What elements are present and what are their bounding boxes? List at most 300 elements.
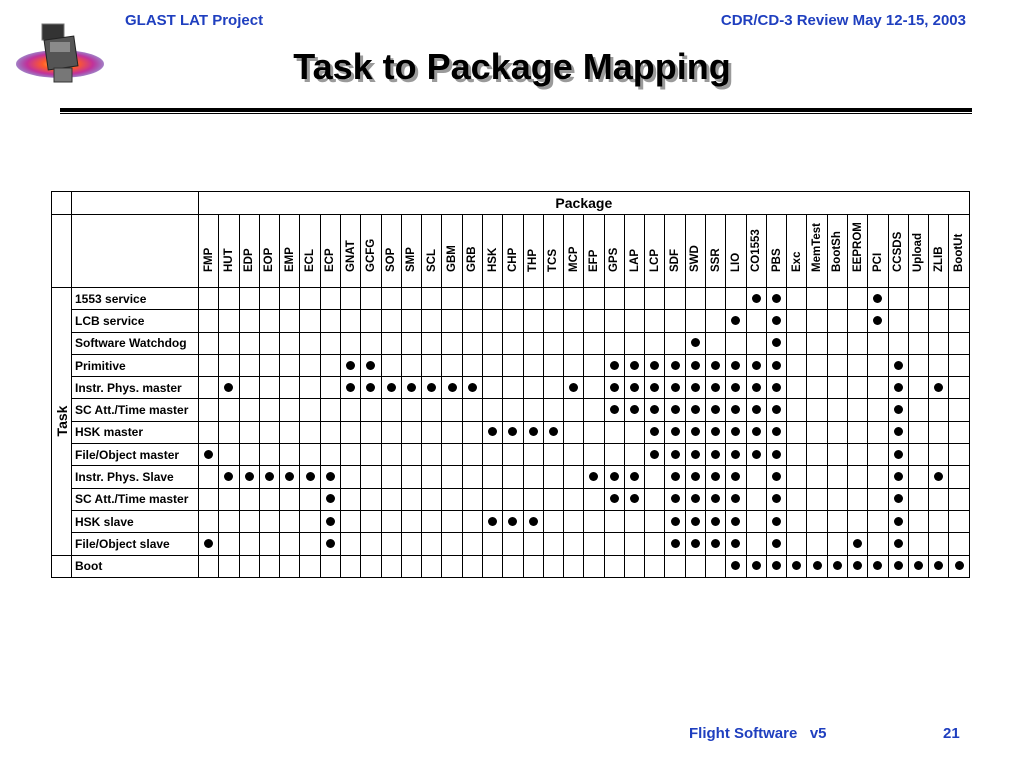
mapping-dot-icon [691, 450, 700, 459]
mapping-cell [584, 377, 604, 399]
task-name: 1553 service [72, 288, 199, 310]
mapping-cell [624, 466, 644, 488]
mapping-cell [868, 421, 888, 443]
mapping-cell [787, 399, 807, 421]
mapping-cell [827, 421, 847, 443]
mapping-cell [239, 533, 259, 555]
mapping-cell [482, 310, 502, 332]
mapping-cell [442, 488, 462, 510]
mapping-cell [584, 488, 604, 510]
mapping-dot-icon [650, 383, 659, 392]
mapping-dot-icon [224, 472, 233, 481]
mapping-cell [543, 510, 563, 532]
package-header: Package [199, 192, 970, 215]
mapping-cell [868, 377, 888, 399]
mapping-cell [300, 555, 320, 577]
mapping-cell [706, 421, 726, 443]
mapping-dot-icon [955, 561, 964, 570]
empty-cell [52, 555, 72, 577]
mapping-cell [259, 466, 279, 488]
package-name-cell [543, 215, 563, 288]
mapping-cell [807, 533, 827, 555]
task-name: File/Object master [72, 444, 199, 466]
mapping-cell [604, 466, 624, 488]
mapping-cell [401, 533, 421, 555]
mapping-cell [340, 332, 360, 354]
mapping-cell [361, 399, 381, 421]
mapping-cell [381, 510, 401, 532]
mapping-dot-icon [752, 561, 761, 570]
mapping-cell [949, 421, 969, 443]
package-name-cell [482, 215, 502, 288]
mapping-cell [422, 354, 442, 376]
title-rule-thin [60, 113, 972, 114]
package-name: SSR [709, 248, 722, 272]
mapping-cell [300, 421, 320, 443]
mapping-cell [848, 510, 868, 532]
mapping-dot-icon [529, 427, 538, 436]
mapping-cell [584, 354, 604, 376]
mapping-cell [503, 399, 523, 421]
mapping-cell [868, 399, 888, 421]
mapping-cell [462, 310, 482, 332]
mapping-cell [361, 310, 381, 332]
mapping-dot-icon [691, 361, 700, 370]
mapping-cell [462, 377, 482, 399]
package-name: ECP [324, 248, 337, 272]
mapping-dot-icon [508, 517, 517, 526]
mapping-cell [340, 444, 360, 466]
package-name-cell [320, 215, 340, 288]
mapping-cell [462, 288, 482, 310]
mapping-cell [503, 377, 523, 399]
mapping-cell [908, 399, 928, 421]
table-row [52, 466, 970, 488]
mapping-cell [422, 488, 442, 510]
mapping-cell [361, 533, 381, 555]
mapping-cell [239, 555, 259, 577]
mapping-cell [827, 332, 847, 354]
mapping-cell [442, 288, 462, 310]
mapping-cell [827, 377, 847, 399]
mapping-cell [766, 332, 786, 354]
mapping-cell [259, 421, 279, 443]
package-name-cell [280, 215, 300, 288]
mapping-cell [280, 377, 300, 399]
mapping-cell [564, 533, 584, 555]
mapping-cell [645, 377, 665, 399]
mapping-cell [584, 466, 604, 488]
mapping-cell [624, 399, 644, 421]
mapping-cell [787, 555, 807, 577]
mapping-cell [726, 444, 746, 466]
mapping-cell [462, 533, 482, 555]
mapping-cell [239, 310, 259, 332]
mapping-cell [340, 377, 360, 399]
mapping-dot-icon [671, 383, 680, 392]
mapping-cell [726, 310, 746, 332]
mapping-cell [665, 444, 685, 466]
mapping-dot-icon [873, 561, 882, 570]
mapping-dot-icon [853, 539, 862, 548]
mapping-cell [199, 288, 219, 310]
package-name-cell [442, 215, 462, 288]
package-name-cell [300, 215, 320, 288]
mapping-cell [746, 488, 766, 510]
mapping-cell [401, 421, 421, 443]
package-name-cell [685, 215, 705, 288]
package-name: SOP [385, 247, 398, 272]
mapping-cell [706, 354, 726, 376]
mapping-cell [706, 510, 726, 532]
mapping-cell [503, 288, 523, 310]
mapping-cell [949, 488, 969, 510]
mapping-dot-icon [650, 450, 659, 459]
package-name-cell [726, 215, 746, 288]
mapping-cell [462, 421, 482, 443]
mapping-cell [624, 488, 644, 510]
mapping-cell [503, 466, 523, 488]
mapping-cell [706, 488, 726, 510]
package-name-cell [706, 215, 726, 288]
mapping-cell [523, 555, 543, 577]
mapping-cell [199, 332, 219, 354]
mapping-dot-icon [934, 561, 943, 570]
mapping-cell [929, 488, 949, 510]
mapping-dot-icon [873, 294, 882, 303]
mapping-cell [888, 444, 908, 466]
mapping-dot-icon [650, 361, 659, 370]
mapping-cell [320, 310, 340, 332]
header-project: GLAST LAT Project [125, 12, 264, 29]
mapping-cell [543, 288, 563, 310]
mapping-cell [381, 555, 401, 577]
mapping-cell [320, 444, 340, 466]
package-name-cell [766, 215, 786, 288]
mapping-cell [888, 421, 908, 443]
mapping-cell [949, 354, 969, 376]
mapping-cell [949, 466, 969, 488]
mapping-dot-icon [772, 539, 781, 548]
mapping-cell [503, 310, 523, 332]
mapping-cell [462, 510, 482, 532]
task-name: SC Att./Time master [72, 488, 199, 510]
mapping-cell [665, 510, 685, 532]
mapping-cell [949, 332, 969, 354]
mapping-cell [929, 354, 949, 376]
mapping-cell [908, 377, 928, 399]
mapping-cell [929, 421, 949, 443]
mapping-cell [523, 354, 543, 376]
mapping-cell [868, 354, 888, 376]
mapping-cell [929, 310, 949, 332]
mapping-cell [827, 288, 847, 310]
corner-cell [72, 192, 199, 215]
mapping-dot-icon [731, 539, 740, 548]
mapping-dot-icon [326, 539, 335, 548]
mapping-dot-icon [630, 472, 639, 481]
mapping-dot-icon [711, 361, 720, 370]
mapping-dot-icon [306, 472, 315, 481]
package-name-cell [259, 215, 279, 288]
mapping-cell [523, 399, 543, 421]
mapping-cell [584, 421, 604, 443]
mapping-cell [219, 399, 239, 421]
mapping-cell [381, 288, 401, 310]
mapping-cell [239, 466, 259, 488]
mapping-cell [949, 310, 969, 332]
package-name-cell [665, 215, 685, 288]
mapping-cell [624, 354, 644, 376]
mapping-cell [908, 466, 928, 488]
mapping-dot-icon [934, 472, 943, 481]
mapping-cell [807, 354, 827, 376]
mapping-cell [624, 444, 644, 466]
mapping-dot-icon [731, 383, 740, 392]
package-name-cell [219, 215, 239, 288]
mapping-cell [807, 488, 827, 510]
mapping-cell [807, 466, 827, 488]
mapping-cell [665, 310, 685, 332]
mapping-cell [888, 533, 908, 555]
mapping-cell [239, 288, 259, 310]
header-review: CDR/CD-3 Review May 12-15, 2003 [720, 12, 966, 29]
mapping-cell [908, 288, 928, 310]
package-name: GCFG [364, 238, 377, 272]
mapping-cell [929, 444, 949, 466]
task-name: SC Att./Time master [72, 399, 199, 421]
mapping-cell [523, 488, 543, 510]
mapping-cell [300, 332, 320, 354]
page-number: 21 [943, 725, 960, 742]
mapping-cell [462, 488, 482, 510]
mapping-cell [868, 488, 888, 510]
mapping-cell [726, 488, 746, 510]
mapping-cell [888, 488, 908, 510]
mapping-cell [706, 444, 726, 466]
mapping-cell [929, 555, 949, 577]
mapping-dot-icon [671, 450, 680, 459]
mapping-dot-icon [346, 383, 355, 392]
mapping-cell [422, 377, 442, 399]
package-name-cell [888, 215, 908, 288]
mapping-cell [219, 555, 239, 577]
mapping-dot-icon [853, 561, 862, 570]
mapping-cell [787, 288, 807, 310]
mapping-cell [766, 533, 786, 555]
mapping-cell [848, 488, 868, 510]
mapping-cell [624, 332, 644, 354]
mapping-cell [300, 510, 320, 532]
mapping-cell [564, 488, 584, 510]
mapping-cell [422, 288, 442, 310]
mapping-dot-icon [245, 472, 254, 481]
mapping-cell [239, 510, 259, 532]
mapping-dot-icon [630, 361, 639, 370]
mapping-dot-icon [731, 472, 740, 481]
mapping-cell [219, 332, 239, 354]
mapping-cell [361, 288, 381, 310]
mapping-dot-icon [711, 517, 720, 526]
mapping-cell [340, 533, 360, 555]
mapping-cell [827, 466, 847, 488]
package-name: GRB [466, 246, 479, 272]
mapping-dot-icon [894, 361, 903, 370]
mapping-cell [564, 466, 584, 488]
mapping-dot-icon [792, 561, 801, 570]
package-name: EEPROM [851, 222, 864, 272]
mapping-cell [401, 377, 421, 399]
mapping-cell [787, 310, 807, 332]
mapping-cell [259, 555, 279, 577]
mapping-cell [645, 332, 665, 354]
mapping-dot-icon [407, 383, 416, 392]
mapping-cell [564, 555, 584, 577]
mapping-cell [807, 421, 827, 443]
mapping-cell [746, 310, 766, 332]
mapping-cell [422, 466, 442, 488]
package-name: EFP [587, 249, 600, 272]
mapping-dot-icon [772, 361, 781, 370]
mapping-cell [564, 399, 584, 421]
mapping-cell [401, 332, 421, 354]
mapping-cell [340, 288, 360, 310]
mapping-cell [848, 466, 868, 488]
mapping-cell [320, 488, 340, 510]
mapping-cell [645, 466, 665, 488]
mapping-cell [908, 488, 928, 510]
mapping-cell [482, 444, 502, 466]
mapping-cell [929, 399, 949, 421]
mapping-cell [219, 488, 239, 510]
mapping-cell [645, 288, 665, 310]
mapping-cell [929, 377, 949, 399]
mapping-cell [848, 377, 868, 399]
mapping-cell [543, 555, 563, 577]
mapping-cell [888, 377, 908, 399]
mapping-cell [199, 421, 219, 443]
mapping-dot-icon [508, 427, 517, 436]
mapping-cell [766, 377, 786, 399]
mapping-cell [624, 421, 644, 443]
mapping-cell [665, 533, 685, 555]
mapping-cell [259, 488, 279, 510]
mapping-cell [645, 555, 665, 577]
mapping-cell [503, 354, 523, 376]
mapping-cell [685, 555, 705, 577]
mapping-cell [219, 354, 239, 376]
mapping-cell [361, 488, 381, 510]
mapping-cell [685, 399, 705, 421]
mapping-cell [300, 288, 320, 310]
mapping-cell [726, 377, 746, 399]
mapping-cell [482, 555, 502, 577]
mapping-cell [827, 533, 847, 555]
mapping-cell [199, 533, 219, 555]
mapping-cell [523, 533, 543, 555]
mapping-cell [259, 332, 279, 354]
mapping-cell [482, 332, 502, 354]
mapping-cell [239, 488, 259, 510]
mapping-cell [422, 421, 442, 443]
mapping-cell [442, 510, 462, 532]
mapping-dot-icon [671, 517, 680, 526]
mapping-dot-icon [204, 450, 213, 459]
mapping-cell [624, 310, 644, 332]
mapping-cell [219, 533, 239, 555]
package-name: MemTest [811, 223, 824, 272]
mapping-cell [381, 310, 401, 332]
mapping-cell [746, 377, 766, 399]
mapping-dot-icon [529, 517, 538, 526]
mapping-dot-icon [711, 405, 720, 414]
mapping-dot-icon [671, 405, 680, 414]
mapping-cell [381, 421, 401, 443]
package-name-cell [503, 215, 523, 288]
mapping-cell [746, 332, 766, 354]
mapping-cell [624, 377, 644, 399]
mapping-cell [624, 510, 644, 532]
task-name: LCB service [72, 310, 199, 332]
mapping-cell [320, 555, 340, 577]
mapping-cell [340, 354, 360, 376]
mapping-cell [766, 288, 786, 310]
package-name: SMP [405, 247, 418, 272]
mapping-cell [908, 332, 928, 354]
package-name: LIO [729, 252, 742, 272]
mapping-cell [320, 421, 340, 443]
mapping-cell [685, 421, 705, 443]
mapping-cell [523, 377, 543, 399]
mapping-cell [482, 466, 502, 488]
mapping-cell [848, 288, 868, 310]
mapping-cell [340, 488, 360, 510]
mapping-cell [645, 510, 665, 532]
mapping-cell [584, 533, 604, 555]
mapping-dot-icon [610, 494, 619, 503]
mapping-dot-icon [711, 472, 720, 481]
package-name-cell [746, 215, 766, 288]
mapping-cell [219, 310, 239, 332]
mapping-dot-icon [366, 383, 375, 392]
mapping-cell [340, 555, 360, 577]
mapping-dot-icon [894, 450, 903, 459]
mapping-cell [462, 399, 482, 421]
mapping-dot-icon [265, 472, 274, 481]
mapping-cell [685, 510, 705, 532]
mapping-cell [381, 354, 401, 376]
mapping-dot-icon [731, 561, 740, 570]
mapping-dot-icon [691, 494, 700, 503]
mapping-dot-icon [691, 383, 700, 392]
package-name-cell [584, 215, 604, 288]
mapping-cell [199, 399, 219, 421]
table-row [52, 332, 970, 354]
mapping-cell [685, 332, 705, 354]
mapping-cell [665, 354, 685, 376]
mapping-cell [766, 310, 786, 332]
mapping-cell [239, 421, 259, 443]
mapping-cell [868, 332, 888, 354]
package-name-cell [949, 215, 969, 288]
mapping-cell [665, 488, 685, 510]
mapping-cell [665, 399, 685, 421]
package-name-cell [564, 215, 584, 288]
mapping-cell [219, 510, 239, 532]
mapping-dot-icon [752, 294, 761, 303]
mapping-dot-icon [630, 494, 639, 503]
mapping-cell [340, 310, 360, 332]
